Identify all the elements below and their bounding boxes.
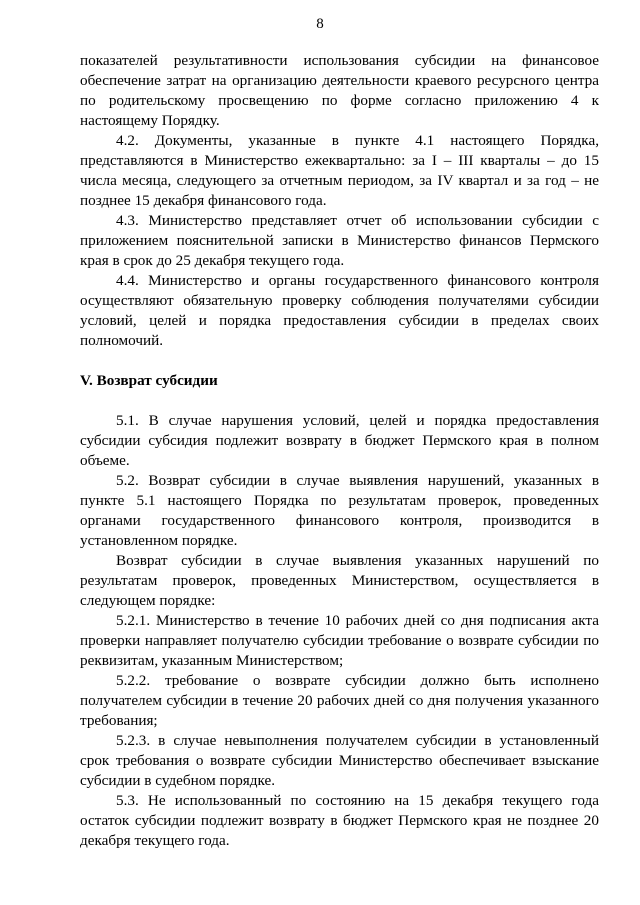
spacer: [80, 351, 599, 371]
paragraph-p-5-2-b: Возврат субсидии в случае выявления указанных нарушений по результатам проверок, проведенных Министерством, осуществляется в следующем порядке:: [80, 552, 599, 609]
paragraph-p-5-2-3: 5.2.3. в случае невыполнения получателем субсидии в установленный срок требования о возврате субсидии Министерство обеспечивает взыскание субсидии в судебном порядке.: [80, 732, 599, 789]
paragraph-p-4-3: 4.3. Министерство представляет отчет об использовании субсидии с приложением пояснительной записки в Министерство финансов Пермского края в срок до 25 декабря текущего года.: [80, 212, 599, 269]
section-v-body: [80, 411, 599, 851]
paragraph-p-5-1: 5.1. В случае нарушения условий, целей и порядка предоставления субсидии субсидия подлежит возврату в бюджет Пермского края в полном объеме.: [80, 412, 599, 469]
paragraph-p-5-2-2: 5.2.2. требование о возврате субсидии должно быть исполнено получателем субсидии в течение 20 рабочих дней со дня получения указанного требования;: [80, 672, 599, 729]
paragraph-p-4-2: 4.2. Документы, указанные в пункте 4.1 настоящего Порядка, представляются в Министерство ежеквартально: за I – III кварталы – до 15 числа месяца, следующего за отчетным периодом, за IV квартал и за год – не позднее 15 декабря финансового года.: [80, 132, 599, 209]
paragraph-p-5-3: 5.3. Не использованный по состоянию на 15 декабря текущего года остаток субсидии подлежит возврату в бюджет Пермского края не позднее 20 декабря текущего года.: [80, 792, 599, 849]
section-title: V. Возврат субсидии: [80, 372, 218, 389]
paragraph-p-cont: показателей результативности использования субсидии на финансовое обеспечение затрат на организацию деятельности краевого ресурсного центра по родительскому просвещению по форме согласно приложению 4 к настоящему Порядку.: [80, 52, 599, 129]
paragraph-p-4-4: 4.4. Министерство и органы государственного финансового контроля осуществляют обязательную проверку соблюдения получателями субсидии условий, целей и порядка предоставления субсидии в пределах своих полномочий.: [80, 272, 599, 349]
spacer: [80, 391, 599, 411]
page-number: 8: [316, 16, 324, 32]
section-iv-continuation: [80, 51, 599, 351]
document-body: [80, 51, 599, 851]
paragraph-p-5-2-1: 5.2.1. Министерство в течение 10 рабочих дней со дня подписания акта проверки направляет получателю субсидии требование о возврате субсидии по реквизитам, указанным Министерством;: [80, 612, 599, 669]
paragraph-p-5-2: 5.2. Возврат субсидии в случае выявления нарушений, указанных в пункте 5.1 настоящего Порядка по результатам проверок, проведенных органами государственного финансового контроля, производится в установленном порядке.: [80, 472, 599, 549]
